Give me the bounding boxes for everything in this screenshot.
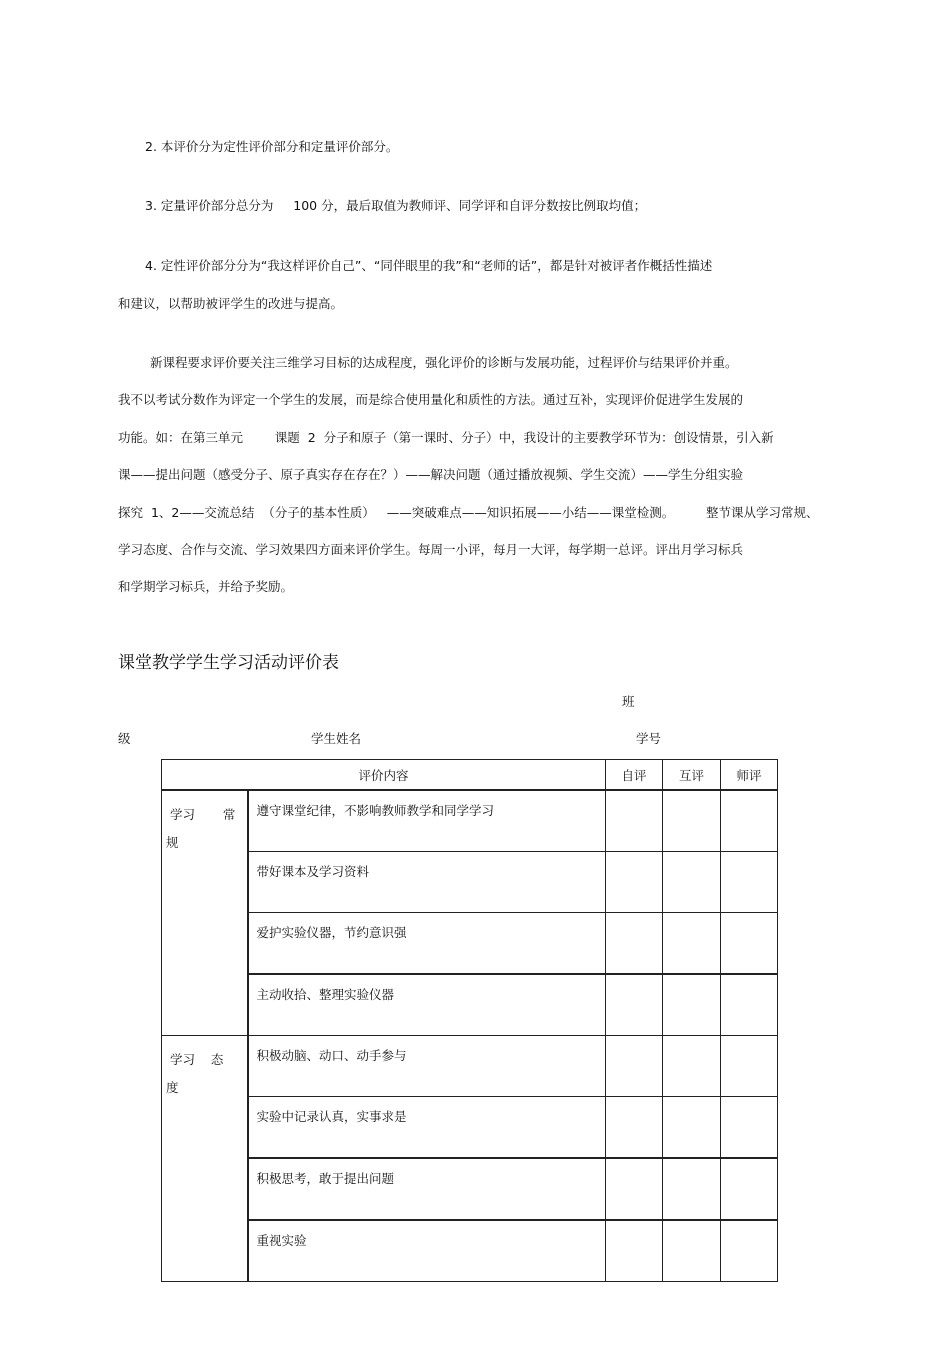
teacher-score-cell[interactable] bbox=[721, 1097, 778, 1159]
peer-score-cell[interactable] bbox=[663, 1036, 721, 1097]
evaluation-table bbox=[161, 759, 778, 1282]
self-score-cell[interactable] bbox=[606, 1036, 663, 1097]
item-text: 积极动脑、动口、动手参与 bbox=[248, 1036, 606, 1097]
paragraph-3: 3. 定量评价部分总分为 100 分，最后取值为教师评、同学评和自评分数按比例取均值； bbox=[145, 198, 647, 213]
header-teacher: 师评 bbox=[721, 760, 778, 791]
paragraph-2: 2. 本评价分为定性评价部分和定量评价部分。 bbox=[145, 139, 399, 154]
table-row bbox=[162, 1158, 778, 1220]
category-routine-line-1: 学习 常 bbox=[170, 807, 236, 822]
peer-score-cell[interactable] bbox=[663, 1220, 721, 1282]
class-label-ji: 级 bbox=[118, 731, 131, 746]
main-paragraph-line-7: 和学期学习标兵，并给予奖励。 bbox=[118, 579, 294, 594]
table-title: 课堂教学学生学习活动评价表 bbox=[118, 653, 339, 673]
class-label-ban: 班 bbox=[622, 694, 635, 709]
item-text: 爱护实验仪器，节约意识强 bbox=[248, 913, 606, 975]
category-routine bbox=[162, 790, 248, 1036]
category-attitude bbox=[162, 1036, 248, 1282]
item-text: 主动收拾、整理实验仪器 bbox=[248, 974, 606, 1036]
table-row bbox=[162, 852, 778, 913]
student-number-label: 学号 bbox=[636, 731, 662, 746]
main-paragraph-line-2: 我不以考试分数作为评定一个学生的发展，而是综合使用量化和质性的方法。通过互补，实现评价促进学生发展的 bbox=[118, 392, 744, 407]
table-row bbox=[162, 1097, 778, 1159]
self-score-cell[interactable] bbox=[606, 790, 663, 852]
peer-score-cell[interactable] bbox=[663, 852, 721, 913]
item-text: 实验中记录认真，实事求是 bbox=[248, 1097, 606, 1159]
header-peer: 互评 bbox=[663, 760, 721, 791]
teacher-score-cell[interactable] bbox=[721, 852, 778, 913]
peer-score-cell[interactable] bbox=[663, 974, 721, 1036]
table-header-row bbox=[162, 760, 778, 791]
table-row bbox=[162, 790, 778, 852]
item-text: 重视实验 bbox=[248, 1220, 606, 1282]
self-score-cell[interactable] bbox=[606, 1097, 663, 1159]
teacher-score-cell[interactable] bbox=[721, 1158, 778, 1220]
table-row bbox=[162, 1220, 778, 1282]
item-text: 带好课本及学习资料 bbox=[248, 852, 606, 913]
teacher-score-cell[interactable] bbox=[721, 790, 778, 852]
category-attitude-line-2: 度 bbox=[166, 1080, 179, 1095]
main-paragraph-line-5: 探究 1、2——交流总结 （分子的基本性质） ——突破难点——知识拓展——小结——课堂检测。 整节课从学习常规、 bbox=[118, 505, 819, 520]
teacher-score-cell[interactable] bbox=[721, 913, 778, 975]
teacher-score-cell[interactable] bbox=[721, 1036, 778, 1097]
main-paragraph-line-1: 新课程要求评价要关注三维学习目标的达成程度，强化评价的诊断与发展功能，过程评价与结果评价并重。 bbox=[150, 355, 738, 370]
main-paragraph-line-4: 课——提出问题（感受分子、原子真实存在存在？）——解决问题（通过播放视频、学生交流）——学生分组实验 bbox=[118, 467, 744, 482]
item-text: 遵守课堂纪律，不影响教师教学和同学学习 bbox=[248, 790, 606, 852]
peer-score-cell[interactable] bbox=[663, 1097, 721, 1159]
self-score-cell[interactable] bbox=[606, 974, 663, 1036]
self-score-cell[interactable] bbox=[606, 1158, 663, 1220]
header-content: 评价内容 bbox=[162, 760, 606, 791]
student-name-label: 学生姓名 bbox=[311, 731, 362, 746]
paragraph-4-line-2: 和建议，以帮助被评学生的改进与提高。 bbox=[118, 296, 344, 311]
category-attitude-line-1: 学习 态 bbox=[170, 1052, 224, 1067]
category-routine-line-2: 规 bbox=[166, 835, 179, 850]
teacher-score-cell[interactable] bbox=[721, 974, 778, 1036]
self-score-cell[interactable] bbox=[606, 913, 663, 975]
header-self: 自评 bbox=[606, 760, 663, 791]
paragraph-4-line-1: 4. 定性评价部分分为“我这样评价自己”、“同伴眼里的我”和“老师的话”，都是针对被评者作概括性描述 bbox=[145, 258, 713, 273]
item-text: 积极思考，敢于提出问题 bbox=[248, 1158, 606, 1220]
main-paragraph-line-3: 功能。如：在第三单元 课题 2 分子和原子（第一课时、分子）中，我设计的主要教学环节为：创设情景，引入新 bbox=[118, 430, 774, 445]
table-row bbox=[162, 974, 778, 1036]
teacher-score-cell[interactable] bbox=[721, 1220, 778, 1282]
self-score-cell[interactable] bbox=[606, 1220, 663, 1282]
self-score-cell[interactable] bbox=[606, 852, 663, 913]
peer-score-cell[interactable] bbox=[663, 790, 721, 852]
main-paragraph-line-6: 学习态度、合作与交流、学习效果四方面来评价学生。每周一小评，每月一大评，每学期一总评。评出月学习标兵 bbox=[118, 542, 744, 557]
peer-score-cell[interactable] bbox=[663, 913, 721, 975]
peer-score-cell[interactable] bbox=[663, 1158, 721, 1220]
table-row bbox=[162, 913, 778, 975]
table-row bbox=[162, 1036, 778, 1097]
